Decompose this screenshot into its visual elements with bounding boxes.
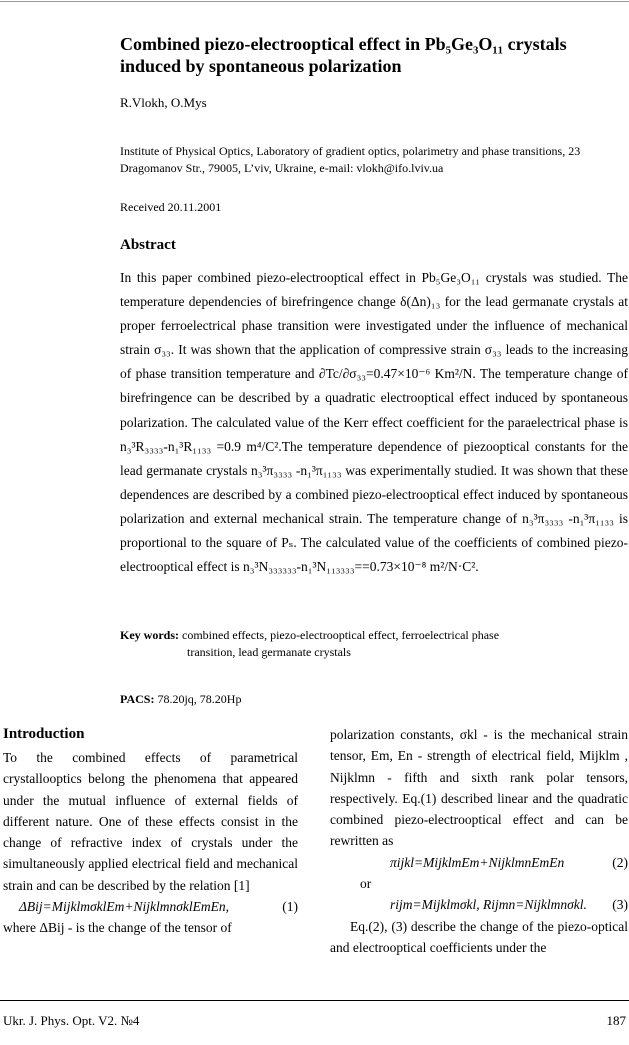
intro-heading: Introduction <box>3 726 85 742</box>
intro-paragraph: To the combined effects of parametrical crystallooptics belong the phenomena that appeared under the mutual influence of external fields of different nature. One of these effects consist in the change of refractive index of crystals under the simultaneously applied electrical field and mechanical strain and can be described by the relation [1] <box>3 750 298 893</box>
title-line-1: Combined piezo-electrooptical effect in Pb₅Ge₃O₁₁ crystals <box>120 34 567 54</box>
keywords-line-1: combined effects, piezo-electrooptical effect, ferroelectrical phase <box>182 628 500 642</box>
equation-1-number: (1) <box>282 899 298 915</box>
equation-2-body: πijkl=MijklmEm+NijklmnEmEn <box>390 854 565 870</box>
left-column <box>3 724 298 939</box>
equation-3-body: rijm=Mijklmσkl, Rijmn=Nijklmnσkl. <box>390 897 587 913</box>
equation-2 <box>330 852 628 873</box>
where-text: where ΔBij - is the change of the tensor of <box>3 920 232 936</box>
pacs-value: 78.20jq, 78.20Hp <box>157 692 242 706</box>
or-text: or <box>360 876 372 892</box>
received-date: Received 20.11.2001 <box>120 200 222 214</box>
authors: R.Vlokh, O.Mys <box>120 95 207 110</box>
right-column <box>330 724 628 958</box>
top-rule <box>0 1 629 2</box>
right-paragraph: polarization constants, σkl - is the mechanical strain tensor, Em, En - strength of electrical field, Mijklm , Nijklmn - fifth and sixth rank polar tensors, respectively. Eq.(1) described linear and the quadratic combined piezo-electrooptical effect and can be rewritten as <box>330 727 628 849</box>
abstract-text: In this paper combined piezo-electrooptical effect in Pb₅Ge₃O₁₁ crystals was studied. The temperature dependencies of birefringence change δ(Δn)₁₃ for the lead germanate crystals at proper ferroelectrical phase transition were investigated under the influence of mechanical strain σ₃₃. It was shown that the application of compressive strain σ₃₃ leads to the increasing of phase transition temperature and ∂Tc/∂σ₃₃=0.47×10⁻⁶ Km²/N. The temperature change of birefringence can be described by a quadratic electrooptical effect induced by spontaneous polarization. The calculated value of the Kerr effect coefficient for the paraelectrical phase is n₃³R₃₃₃₃-n₁³R₁₁₃₃ =0.9 m⁴/C².The temperature dependence of piezooptical constants for the lead germanate crystals n₃³π₃₃₃₃ -n₁³π₁₁₃₃ was experimentally studied. It was shown that these dependences are described by a combined piezo-electrooptical effect induced by spontaneous polarization and external mechanical strain. The temperature change of n₃³π₃₃₃₃ -n₁³π₁₁₃₃ is proportional to the square of Pₛ. The calculated value of the coefficients of combined piezo-electrooptical effect is n₃³N₃₃₃₃₃₃-n₁³N₁₁₃₃₃₃==0.73×10⁻⁸ m²/N·C². <box>120 270 628 575</box>
affiliation: Institute of Physical Optics, Laboratory of gradient optics, polarimetry and phase transitions, 23 Dragomanov Str., 79005, L’viv, Ukraine, e-mail: vlokh@ifo.lviv.ua <box>120 144 581 175</box>
footer-rule <box>0 1000 629 1001</box>
journal-footer: Ukr. J. Phys. Opt. V2. №4 <box>3 1013 140 1028</box>
right-paragraph-2: Eq.(2), (3) describe the change of the piezo-optical and electrooptical coefficients under the <box>330 918 628 955</box>
equation-1 <box>3 896 298 917</box>
title-line-2: induced by spontaneous polarization <box>120 56 402 76</box>
keywords <box>120 627 620 661</box>
equation-1-body: ΔBij=MijklmσklEm+NijklmnσklEmEn, <box>19 899 230 915</box>
keywords-line-2: transition, lead germanate crystals <box>187 645 351 659</box>
equation-3 <box>330 894 628 915</box>
paper-title <box>120 33 620 77</box>
page-number: 187 <box>606 1013 626 1028</box>
equation-2-number: (2) <box>612 854 628 870</box>
equation-3-number: (3) <box>612 897 628 913</box>
abstract-heading: Abstract <box>120 237 176 253</box>
keywords-label: Key words: <box>120 628 179 642</box>
pacs-label: PACS: <box>120 692 155 706</box>
pacs <box>120 692 241 707</box>
